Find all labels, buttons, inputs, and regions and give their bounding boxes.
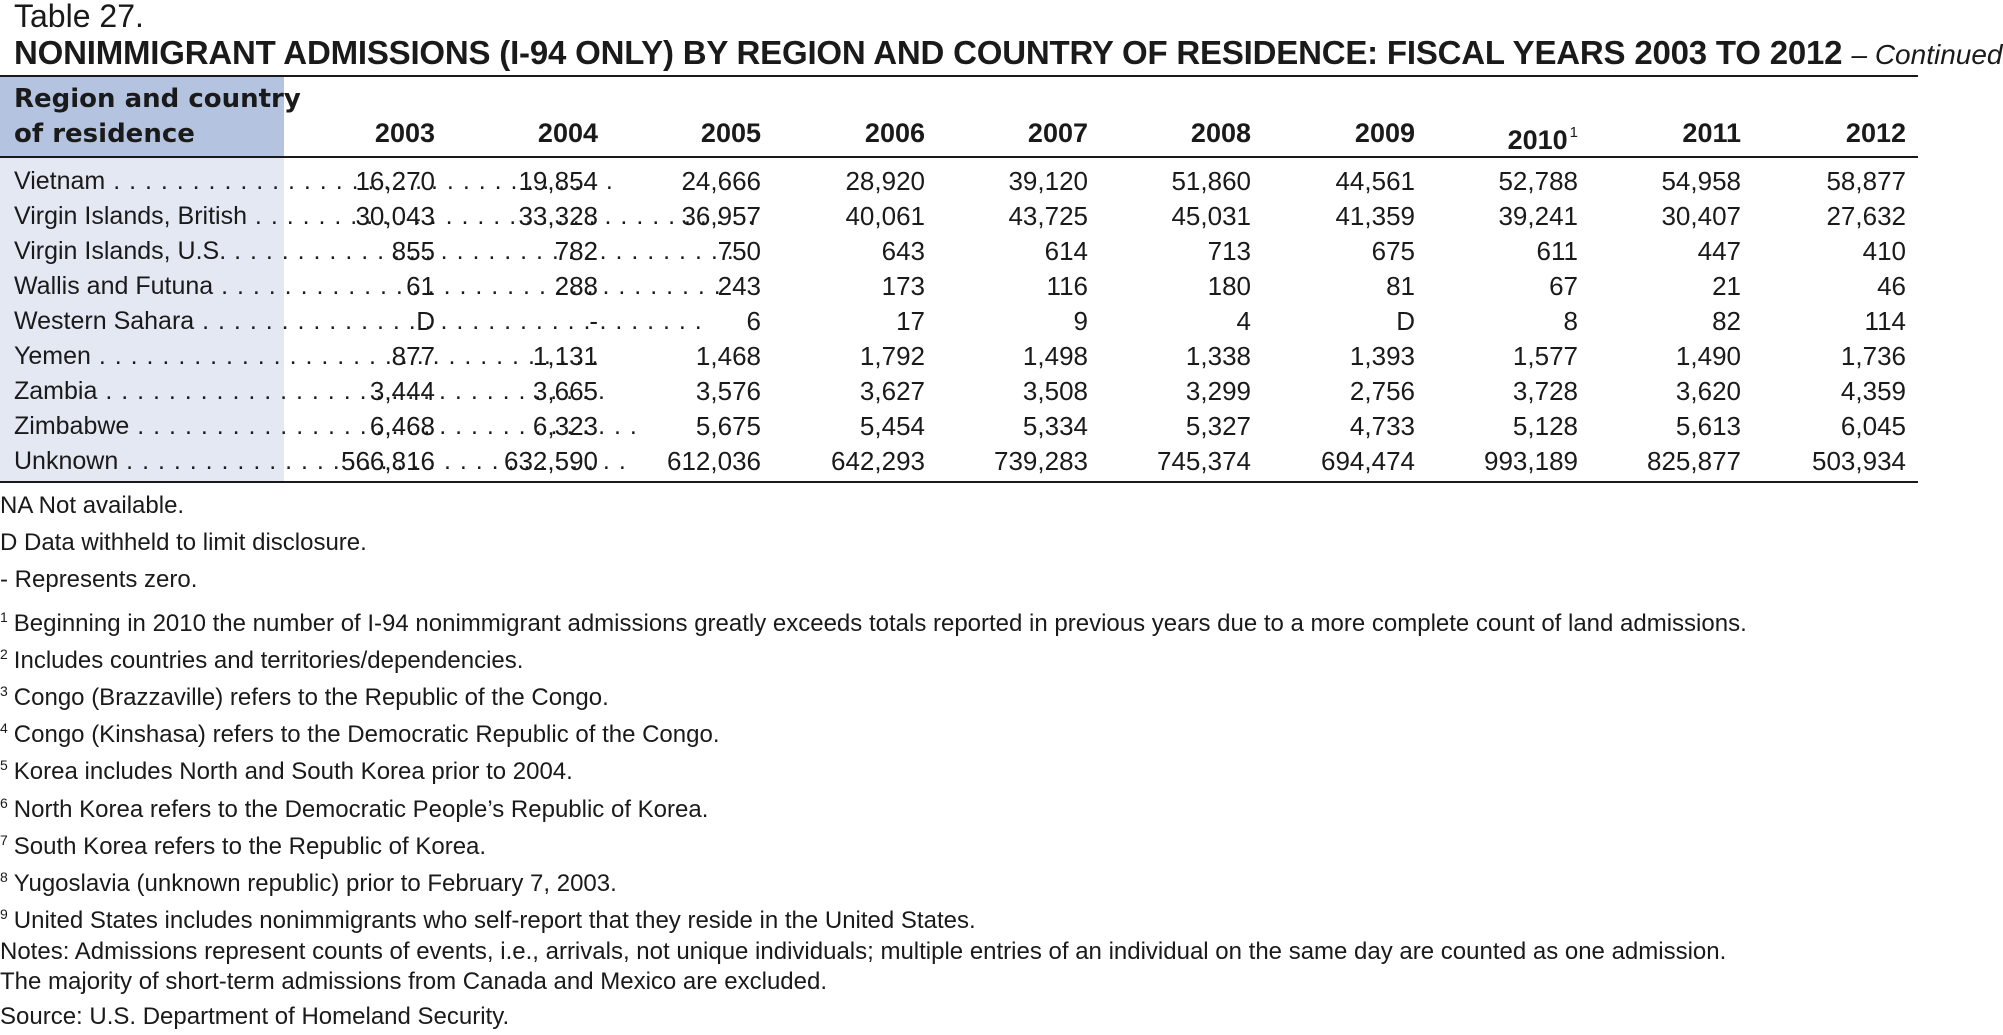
value-cell-2011: 447 [1697, 236, 1741, 266]
value-cell-2009: 694,474 [1321, 446, 1415, 476]
year-label: 2011 [1682, 118, 1741, 148]
footnote [0, 524, 1910, 561]
footnote-text: D Data withheld to limit disclosure. [0, 529, 367, 557]
value-cell-2010: 3,728 [1512, 376, 1578, 406]
value-cell-2006: 642,293 [831, 446, 925, 476]
general-notes [0, 937, 1910, 997]
top-rule [0, 75, 1918, 77]
year-label: 2004 [537, 118, 598, 148]
country-name: Western Sahara . . . [14, 304, 276, 339]
value-cell-2007: 1,498 [1022, 341, 1088, 371]
value-cell-2007: 39,120 [1008, 166, 1088, 196]
value-cell-2004: 19,854 [518, 166, 598, 196]
value-cell-2009: 2,756 [1349, 376, 1415, 406]
value-cell-2010: 611 [1536, 236, 1578, 266]
table-row [0, 234, 1918, 269]
footnote [0, 673, 1910, 710]
table-row [0, 269, 1918, 304]
footnote [0, 822, 1910, 859]
value-cell-2011: 82 [1712, 306, 1741, 336]
value-cell-2007: 739,283 [994, 446, 1088, 476]
footnote-text: Beginning in 2010 the number of I-94 nonimmigrant admissions greatly exceeds totals reported in previous years due to a more complete count of land admissions. [13, 609, 1747, 637]
value-cell-2010: 993,189 [1484, 446, 1578, 476]
footnote-marker: 2 [0, 645, 8, 662]
value-cell-2003: 30,043 [355, 201, 435, 231]
value-cell-2005: 612,036 [667, 446, 761, 476]
value-cell-2007: 43,725 [1008, 201, 1088, 231]
stub-header-line-2: of residence [14, 119, 195, 149]
year-label: 2012 [1845, 118, 1906, 148]
year-header-2009 [1295, 117, 1415, 149]
value-cell-2006: 1,792 [859, 341, 925, 371]
year-header-2011 [1621, 117, 1741, 149]
value-cell-2004: 3,665 [532, 376, 598, 406]
value-cell-2008: 1,338 [1185, 341, 1251, 371]
value-cell-2006: 17 [896, 306, 925, 336]
general-note-line: The majority of short-term admissions from Canada and Mexico are excluded. [0, 968, 828, 996]
header-rule [0, 156, 1918, 158]
country-name: Yemen . . . [14, 339, 276, 374]
value-cell-2012: 410 [1862, 236, 1906, 266]
value-cell-2003: D [416, 306, 435, 336]
footnote-marker: 7 [0, 831, 8, 848]
value-cell-2005: 24,666 [681, 166, 761, 196]
value-cell-2005: 36,957 [681, 201, 761, 231]
value-cell-2010: 39,241 [1498, 201, 1578, 231]
year-header-2006 [805, 117, 925, 149]
footnote [0, 747, 1910, 784]
value-cell-2008: 3,299 [1185, 376, 1251, 406]
source-note: Source: U.S. Department of Homeland Security. [0, 1003, 510, 1031]
value-cell-2008: 45,031 [1171, 201, 1251, 231]
table-number: Table 27. [14, 0, 144, 34]
value-cell-2006: 643 [881, 236, 925, 266]
value-cell-2010: 52,788 [1498, 166, 1578, 196]
value-cell-2009: 675 [1371, 236, 1415, 266]
value-cell-2012: 6,045 [1840, 411, 1906, 441]
value-cell-2005: 6 [746, 306, 761, 336]
value-cell-2009: 41,359 [1335, 201, 1415, 231]
value-cell-2011: 1,490 [1675, 341, 1741, 371]
value-cell-2012: 503,934 [1812, 446, 1906, 476]
value-cell-2004: - [589, 306, 598, 336]
footnote-text: NA Not available. [0, 492, 185, 519]
value-cell-2008: 4 [1236, 306, 1251, 336]
year-label: 2007 [1027, 118, 1088, 148]
value-cell-2011: 30,407 [1661, 201, 1741, 231]
value-cell-2007: 614 [1044, 236, 1088, 266]
footnote [0, 896, 1910, 933]
value-cell-2005: 5,675 [695, 411, 761, 441]
footnote-text: Congo (Kinshasa) refers to the Democratic Republic of the Congo. [13, 721, 720, 749]
general-note-line: Notes: Admissions represent counts of events, i.e., arrivals, not unique individuals; multiple entries of an individual on the same day are counted as one admission. [0, 938, 1727, 966]
value-cell-2005: 1,468 [695, 341, 761, 371]
value-cell-2003: 16,270 [355, 166, 435, 196]
stub-header [14, 82, 301, 152]
value-cell-2008: 51,860 [1171, 166, 1251, 196]
footnote [0, 561, 1910, 598]
value-cell-2008: 5,327 [1185, 411, 1251, 441]
value-cell-2004: 6,323 [532, 411, 598, 441]
year-header-2012 [1786, 117, 1906, 149]
year-header-2003 [315, 117, 435, 149]
value-cell-2007: 5,334 [1022, 411, 1088, 441]
footnote [0, 599, 1910, 636]
value-cell-2006: 3,627 [859, 376, 925, 406]
value-cell-2011: 3,620 [1675, 376, 1741, 406]
value-cell-2004: 288 [554, 271, 598, 301]
country-name: Virgin Islands, British . . . [14, 199, 276, 234]
value-cell-2009: 44,561 [1335, 166, 1415, 196]
year-header-2004 [478, 117, 598, 149]
value-cell-2004: 33,328 [518, 201, 598, 231]
value-cell-2011: 825,877 [1647, 446, 1741, 476]
footnote-text: United States includes nonimmigrants who self-report that they reside in the United States. [13, 907, 976, 935]
value-cell-2005: 750 [717, 236, 761, 266]
value-cell-2009: 1,393 [1349, 341, 1415, 371]
footnote-text: South Korea refers to the Republic of Korea. [13, 832, 487, 860]
value-cell-2012: 4,359 [1840, 376, 1906, 406]
value-cell-2009: D [1396, 306, 1415, 336]
footnote-text: Korea includes North and South Korea prior to 2004. [13, 758, 573, 786]
country-name: Unknown . . . [14, 444, 276, 479]
country-name: Zimbabwe . . . [14, 409, 276, 444]
value-cell-2006: 173 [881, 271, 925, 301]
footnote-marker: 1 [1569, 124, 1578, 141]
footnote [0, 487, 1910, 524]
value-cell-2011: 21 [1712, 271, 1741, 301]
table-row [0, 164, 1918, 199]
value-cell-2010: 5,128 [1512, 411, 1578, 441]
footnote-marker: 4 [0, 720, 8, 737]
value-cell-2007: 116 [1046, 271, 1088, 301]
value-cell-2008: 180 [1207, 271, 1251, 301]
footnote-text: Includes countries and territories/dependencies. [13, 646, 524, 674]
value-cell-2003: 566,816 [341, 446, 435, 476]
footnote-text: North Korea refers to the Democratic People’s Republic of Korea. [13, 795, 709, 823]
value-cell-2012: 1,736 [1840, 341, 1906, 371]
stub-header-line-1: Region and country [14, 84, 301, 114]
value-cell-2008: 745,374 [1157, 446, 1251, 476]
value-cell-2004: 632,590 [504, 446, 598, 476]
footnote-marker: 6 [0, 794, 8, 811]
country-name: Wallis and Futuna . . . [14, 269, 276, 304]
year-header-2007 [968, 117, 1088, 149]
year-label: 2010 [1507, 125, 1568, 155]
value-cell-2011: 5,613 [1675, 411, 1741, 441]
year-label: 2005 [700, 118, 761, 148]
table-title-main: NONIMMIGRANT ADMISSIONS (I-94 ONLY) BY REGION AND COUNTRY OF RESIDENCE: FISCAL YEARS 2003 TO 2012 [14, 34, 1843, 71]
footnote-text: Congo (Brazzaville) refers to the Republic of the Congo. [13, 683, 609, 711]
footnote-marker: 3 [0, 682, 8, 699]
value-cell-2007: 9 [1073, 306, 1088, 336]
value-cell-2012: 114 [1864, 306, 1906, 336]
value-cell-2009: 4,733 [1349, 411, 1415, 441]
country-name: Vietnam . . . [14, 164, 276, 199]
year-label: 2006 [864, 118, 925, 148]
value-cell-2003: 877 [391, 341, 435, 371]
value-cell-2010: 8 [1563, 306, 1578, 336]
footnote [0, 710, 1910, 747]
table-row [0, 374, 1918, 409]
value-cell-2003: 855 [391, 236, 435, 266]
footnote-text: - Represents zero. [0, 566, 198, 594]
value-cell-2004: 1,131 [532, 341, 598, 371]
table-notes [0, 487, 1910, 1035]
footnote-marker: 8 [0, 868, 8, 885]
value-cell-2006: 28,920 [845, 166, 925, 196]
value-cell-2005: 3,576 [695, 376, 761, 406]
table-row [0, 339, 1918, 374]
footnote [0, 636, 1910, 673]
value-cell-2003: 3,444 [369, 376, 435, 406]
year-header-2005 [641, 117, 761, 149]
footnote [0, 785, 1910, 822]
value-cell-2006: 5,454 [859, 411, 925, 441]
value-cell-2005: 243 [717, 271, 761, 301]
footnote-text: Yugoslavia (unknown republic) prior to February 7, 2003. [13, 869, 617, 897]
table-title [14, 34, 2003, 74]
country-name: Virgin Islands, U.S. . . . [14, 234, 276, 269]
value-cell-2009: 81 [1386, 271, 1415, 301]
value-cell-2008: 713 [1207, 236, 1251, 266]
table-title-continued: – Continued [1851, 39, 2003, 70]
footnote-marker: 9 [0, 906, 8, 923]
value-cell-2010: 1,577 [1512, 341, 1578, 371]
value-cell-2012: 27,632 [1826, 201, 1906, 231]
year-label: 2003 [374, 118, 435, 148]
table-row [0, 199, 1918, 234]
year-header-2008 [1131, 117, 1251, 149]
table-row [0, 304, 1918, 339]
value-cell-2012: 58,877 [1826, 166, 1906, 196]
value-cell-2011: 54,958 [1661, 166, 1741, 196]
value-cell-2003: 61 [406, 271, 435, 301]
value-cell-2003: 6,468 [369, 411, 435, 441]
year-label: 2008 [1190, 118, 1251, 148]
value-cell-2006: 40,061 [845, 201, 925, 231]
footnote [0, 859, 1910, 896]
bottom-rule [0, 481, 1918, 483]
year-header-2010 [1458, 117, 1578, 156]
table-row [0, 409, 1918, 444]
footnote-marker: 5 [0, 757, 8, 774]
country-name: Zambia . . . [14, 374, 276, 409]
value-cell-2007: 3,508 [1022, 376, 1088, 406]
year-label: 2009 [1354, 118, 1415, 148]
value-cell-2012: 46 [1877, 271, 1906, 301]
table-row [0, 444, 1918, 479]
value-cell-2010: 67 [1549, 271, 1578, 301]
value-cell-2004: 782 [554, 236, 598, 266]
footnote-marker: 1 [0, 608, 8, 625]
